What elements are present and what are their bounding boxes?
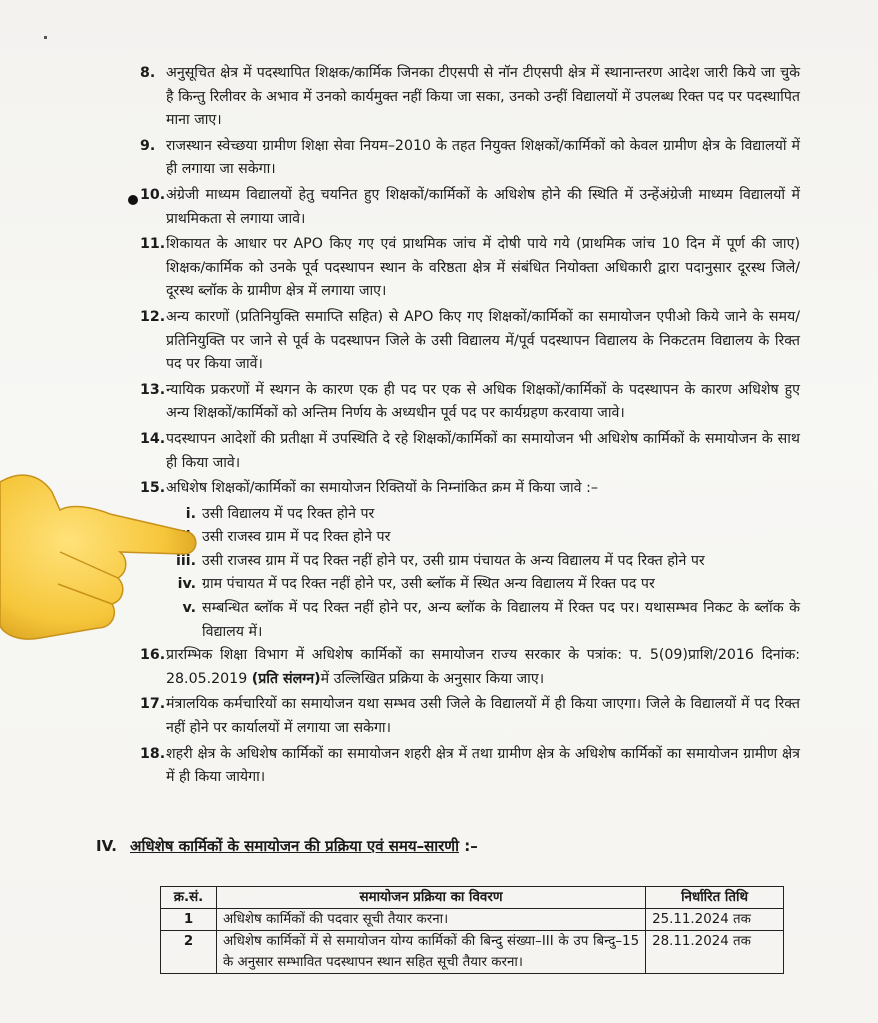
sub-item-text: उसी विद्यालय में पद रिक्त होने पर xyxy=(202,505,375,522)
list-item xyxy=(140,644,800,691)
list-item xyxy=(140,428,800,475)
item-text: न्यायिक प्रकरणों में स्थगन के कारण एक ही पद पर एक से अधिक शिक्षकों/कार्मिकों के पदस्थापन के कारण अधिशेष हुए अन्य शिक्षकों/कार्मिकों को अन्तिम निर्णय के अध्यधीन पूर्व पद पर कार्यग्रहण करवाया जावे। xyxy=(166,381,800,422)
item-number: 18. xyxy=(140,745,166,762)
sub-item xyxy=(140,550,800,574)
sub-item-text: ग्राम पंचायत में पद रिक्त नहीं होने पर, उसी ब्लॉक में स्थित अन्य विद्यालय में रिक्त पद पर xyxy=(202,576,655,593)
item-text-part: में उल्लिखित प्रक्रिया के अनुसार किया जाए। xyxy=(320,670,545,687)
column-header-description: समायोजन प्रक्रिया का विवरण xyxy=(216,887,645,909)
item-text: राजस्थान स्वेच्छया ग्रामीण शिक्षा सेवा नियम–2010 के तहत नियुक्त शिक्षकों/कार्मिकों को केवल ग्रामीण क्षेत्र के विद्यालयों में ही लगाया जा सकेगा। xyxy=(166,137,800,178)
list-item xyxy=(140,233,800,304)
sub-item-number: iii. xyxy=(176,552,196,569)
sub-item xyxy=(140,526,800,550)
row-sn: 1 xyxy=(161,909,217,931)
list-item xyxy=(140,184,800,231)
item-text: शहरी क्षेत्र के अधिशेष कार्मिकों का समायोजन शहरी क्षेत्र में तथा ग्रामीण क्षेत्र के अधिशेष कार्मिकों का समायोजन ग्रामीण क्षेत्र में ही किया जायेगा। xyxy=(166,745,800,786)
sub-item-text: उसी राजस्व ग्राम में पद रिक्त नहीं होने पर, उसी ग्राम पंचायत के अन्य विद्यालय में पद रिक्त होने पर xyxy=(202,552,705,569)
sub-item-text: सम्बन्धित ब्लॉक में पद रिक्त नहीं होने पर, अन्य ब्लॉक के विद्यालय में रिक्त पद पर। यथासम्भव निकट के ब्लॉक के विद्यालय में। xyxy=(202,600,800,640)
item-text: अनुसूचित क्षेत्र में पदस्थापित शिक्षक/कार्मिक जिनका टीएसपी से नॉन टीएसपी क्षेत्र में स्थानान्तरण आदेश जारी किये जा चुके है किन्तु रिलीवर के अभाव में उनको कार्यमुक्त नहीं किया जा सका, उनको उन्हीं विद्यालयों में उपलब्ध रिक्त पद पर पदस्थापित माना जाए। xyxy=(166,65,800,129)
item-number: 10. xyxy=(140,186,166,203)
schedule-table xyxy=(160,886,784,974)
list-item xyxy=(140,379,800,426)
row-date: 25.11.2024 तक xyxy=(646,909,784,931)
item-number: 9. xyxy=(140,137,156,154)
item-number: 14. xyxy=(140,430,166,447)
item-number: 17. xyxy=(140,696,166,713)
item-text xyxy=(166,644,800,691)
table-row xyxy=(161,909,784,931)
item-text: शिकायत के आधार पर APO किए गए एवं प्राथमिक जांच में दोषी पाये गये (प्राथमिक जांच 10 दिन में पूर्ण की जाए) शिक्षक/कार्मिक को उनके पूर्व पदस्थापन स्थान के वरिष्ठता क्षेत्र में संबंधित नियोक्ता अधिकारी द्वारा पदानुसार दूरस्थ जिले/दूरस्थ ब्लॉक के ग्रामीण क्षेत्र में लगाया जाए। xyxy=(166,236,800,300)
item-number: 15. xyxy=(140,480,166,497)
item-number: 11. xyxy=(140,236,166,253)
section-title: अधिशेष कार्मिकों के समायोजन की प्रक्रिया एवं समय–सारणी xyxy=(130,837,459,855)
sub-item xyxy=(140,597,800,644)
item-text: मंत्रालयिक कर्मचारियों का समायोजन यथा सम्भव उसी जिले के विद्यालयों में ही किया जाएगा। जिले के विद्यालयों में पद रिक्त नहीं होने पर कार्यालयों में लगाया जा सकेगा। xyxy=(166,696,800,737)
rules-list xyxy=(140,62,800,792)
item-text: अंग्रेजी माध्यम विद्यालयों हेतु चयनित हुए शिक्षकों/कार्मिकों के अधिशेष होने की स्थिति में उन्हेंअंग्रेजी माध्यम विद्यालयों में प्राथमिकता से लगाया जावे। xyxy=(166,186,800,227)
list-item xyxy=(140,743,800,790)
sub-item-text: उसी राजस्व ग्राम में पद रिक्त होने पर xyxy=(202,529,391,546)
scan-mark xyxy=(44,36,47,39)
sub-item-number: i. xyxy=(185,505,196,522)
sub-item xyxy=(140,573,800,597)
column-header-sn: क्र.सं. xyxy=(161,887,217,909)
row-description: अधिशेष कार्मिकों में से समायोजन योग्य कार्मिकों की बिन्दु संख्या–III के उप बिन्दु–15 के अनुसार सम्भावित पदस्थापन स्थान सहित सूची तैयार करना। xyxy=(216,931,645,974)
column-header-date: निर्धारित तिथि xyxy=(646,887,784,909)
list-item xyxy=(140,477,800,501)
row-description: अधिशेष कार्मिकों की पदवार सूची तैयार करना। xyxy=(216,909,645,931)
section-number: IV. xyxy=(96,837,117,855)
list-item xyxy=(140,62,800,133)
sub-item xyxy=(140,503,800,527)
section-heading xyxy=(96,836,796,856)
list-item xyxy=(140,306,800,377)
list-item xyxy=(140,135,800,182)
item-number: 12. xyxy=(140,308,166,325)
sub-item-number: iv. xyxy=(177,576,196,593)
table-row xyxy=(161,931,784,974)
item-text: अन्य कारणों (प्रतिनियुक्ति समाप्ति सहित) से APO किए गए शिक्षकों/कार्मिकों का समायोजन एपीओ किये जाने के समय/प्रतिनियुक्ति पर जाने से पूर्व के पदस्थापन जिले के उसी विद्यालय में/पूर्व पदस्थापन विद्यालय के निकटतम विद्यालय के रिक्त पद पर किया जावें। xyxy=(166,308,800,373)
bullet-dot xyxy=(128,195,138,205)
row-date: 28.11.2024 तक xyxy=(646,931,784,974)
item-text-part: प्रारम्भिक शिक्षा विभाग में अधिशेष कार्मिकों का समायोजन राज्य सरकार के पत्रांक: प. 5(09)प्राशि/2016 दिनांक: 28.05.2019 xyxy=(166,647,800,687)
section-suffix: :– xyxy=(458,837,478,855)
enclosure-note: (प्रति संलग्न) xyxy=(251,670,321,687)
item-text: अधिशेष शिक्षकों/कार्मिकों का समायोजन रिक्तियों के निम्नांकित क्रम में किया जावे :– xyxy=(166,480,598,497)
sub-item-number: v. xyxy=(182,600,196,617)
item-number: 8. xyxy=(140,65,156,81)
item-number: 13. xyxy=(140,381,166,398)
item-number: 16. xyxy=(140,647,166,664)
list-item xyxy=(140,693,800,740)
table-header-row xyxy=(161,887,784,909)
item-text: पदस्थापन आदेशों की प्रतीक्षा में उपस्थिति दे रहे शिक्षकों/कार्मिकों का समायोजन भी अधिशेष कार्मिकों के समायोजन के साथ ही किया जावे। xyxy=(166,430,800,471)
pointing-hand-icon xyxy=(0,462,200,652)
row-sn: 2 xyxy=(161,931,217,974)
